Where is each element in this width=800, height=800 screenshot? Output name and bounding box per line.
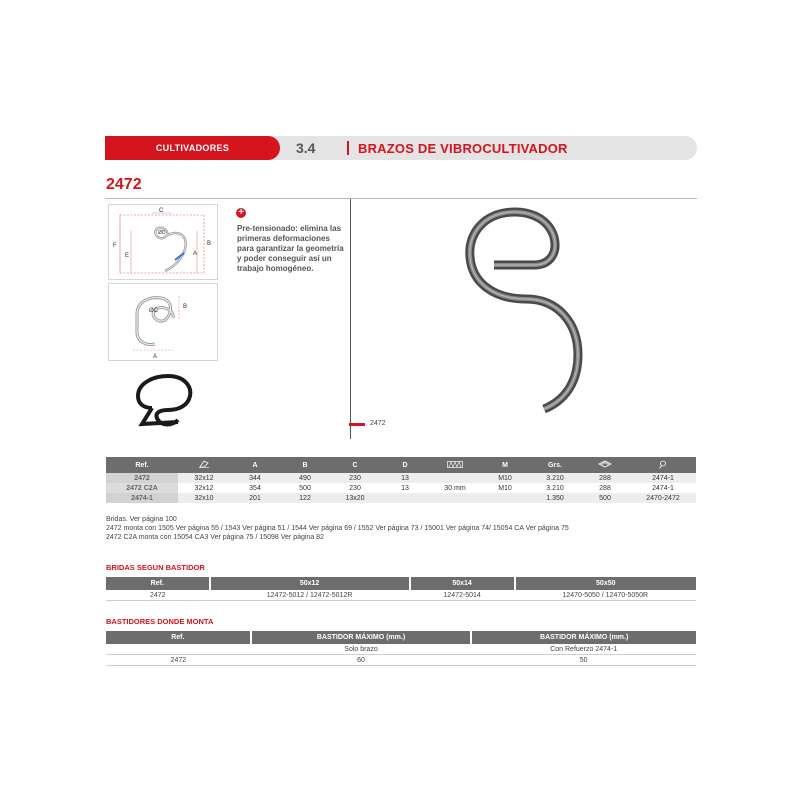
section-title: BRAZOS DE VIBROCULTIVADOR	[358, 140, 568, 156]
col-a: A	[230, 457, 280, 473]
dim-b-label: B	[183, 304, 188, 310]
col-spring	[430, 457, 480, 473]
table-row: 2472 32x12 344 490 230 13 M10 3.210 288 2474-1	[106, 473, 696, 483]
col-c: C	[330, 457, 380, 473]
bastidores-title: BASTIDORES DONDE MONTA	[106, 617, 214, 626]
image-caption: 2472	[370, 420, 386, 427]
dim-a-label: A	[193, 251, 198, 257]
table-header-row: Ref. 50x12 50x14 50x50	[106, 577, 696, 590]
table-row: 2472 60 50	[106, 655, 696, 666]
table-row: 2474-1 32x10 201 122 13x20 1.350 500 2470-2472	[106, 493, 696, 503]
reinforcement-photo[interactable]	[108, 364, 216, 438]
dim-a-label: A	[153, 354, 158, 360]
col-pack	[580, 457, 630, 473]
note-line: Bridas. Ver página 100	[106, 516, 177, 523]
title-divider	[105, 198, 697, 199]
product-code: 2472	[106, 176, 142, 193]
dim-f-label: F	[113, 243, 117, 249]
dim-c-label: C	[159, 208, 164, 214]
section-icon	[198, 460, 210, 468]
table-row: 2472 C2A 32x12 354 500 230 13 30 mm M10 3.210 288 2474-1	[106, 483, 696, 493]
col-d: D	[380, 457, 430, 473]
bastidores-table	[106, 631, 696, 666]
dimension-diagram-2[interactable]	[108, 283, 218, 361]
spring-arm-product-image[interactable]	[440, 205, 610, 420]
col-b: B	[280, 457, 330, 473]
col-m: M	[480, 457, 530, 473]
pack-icon	[598, 460, 612, 468]
col-ref: Ref.	[106, 457, 178, 473]
black-spring-icon	[108, 364, 216, 438]
compatibility-notes	[106, 515, 569, 542]
table-header-row	[106, 457, 696, 473]
table-subheader-row: Solo brazo Con Refuerzo 2474-1	[106, 644, 696, 655]
spring-arm-reinforcement-icon	[109, 284, 217, 360]
table-row: 2472 12472-5012 / 12472-5012R 12472-5014 12470-5050 / 12470-5050R	[106, 590, 696, 601]
caption-marker	[349, 423, 365, 426]
note-line: 2472 C2A monta con 15054 CA3 Ver página 75 / 15098 Ver página 82	[106, 534, 324, 541]
col-section	[178, 457, 230, 473]
feature-note: Pre-tensionado: elimina las primeras deformaciones para garantizar la geometría y poder conseguir así un trabajo homogéneo.	[237, 224, 344, 273]
section-number: 3.4	[296, 140, 316, 156]
plus-icon: +	[236, 208, 246, 218]
specs-table	[106, 457, 696, 503]
link-icon	[658, 460, 668, 469]
header-divider	[347, 141, 349, 155]
column-divider	[350, 199, 351, 439]
dim-d-label: ØD	[158, 230, 166, 236]
col-grs: Grs.	[530, 457, 580, 473]
category-label: CULTIVADORES	[105, 136, 280, 160]
dim-e-label: E	[125, 253, 130, 259]
table-header-row: Ref. BASTIDOR MÁXIMO (mm.) BASTIDOR MÁXIMO (mm.)	[106, 631, 696, 644]
spring-icon	[447, 461, 463, 468]
col-link	[630, 457, 696, 473]
dim-c-label: ØC	[149, 308, 158, 314]
spring-arm-dimension-icon	[109, 205, 217, 279]
dimension-diagram-1[interactable]	[108, 204, 218, 280]
bridas-table	[106, 577, 696, 601]
bridas-title: BRIDAS SEGUN BASTIDOR	[106, 563, 205, 572]
note-line: 2472 monta con 1505 Ver página 55 / 1543 Ver página 51 / 1544 Ver página 69 / 1552 Ver página 73 / 15001 Ver página 74/ 15054 CA Ver página 75	[106, 525, 569, 532]
dim-b-label: B	[207, 241, 212, 247]
